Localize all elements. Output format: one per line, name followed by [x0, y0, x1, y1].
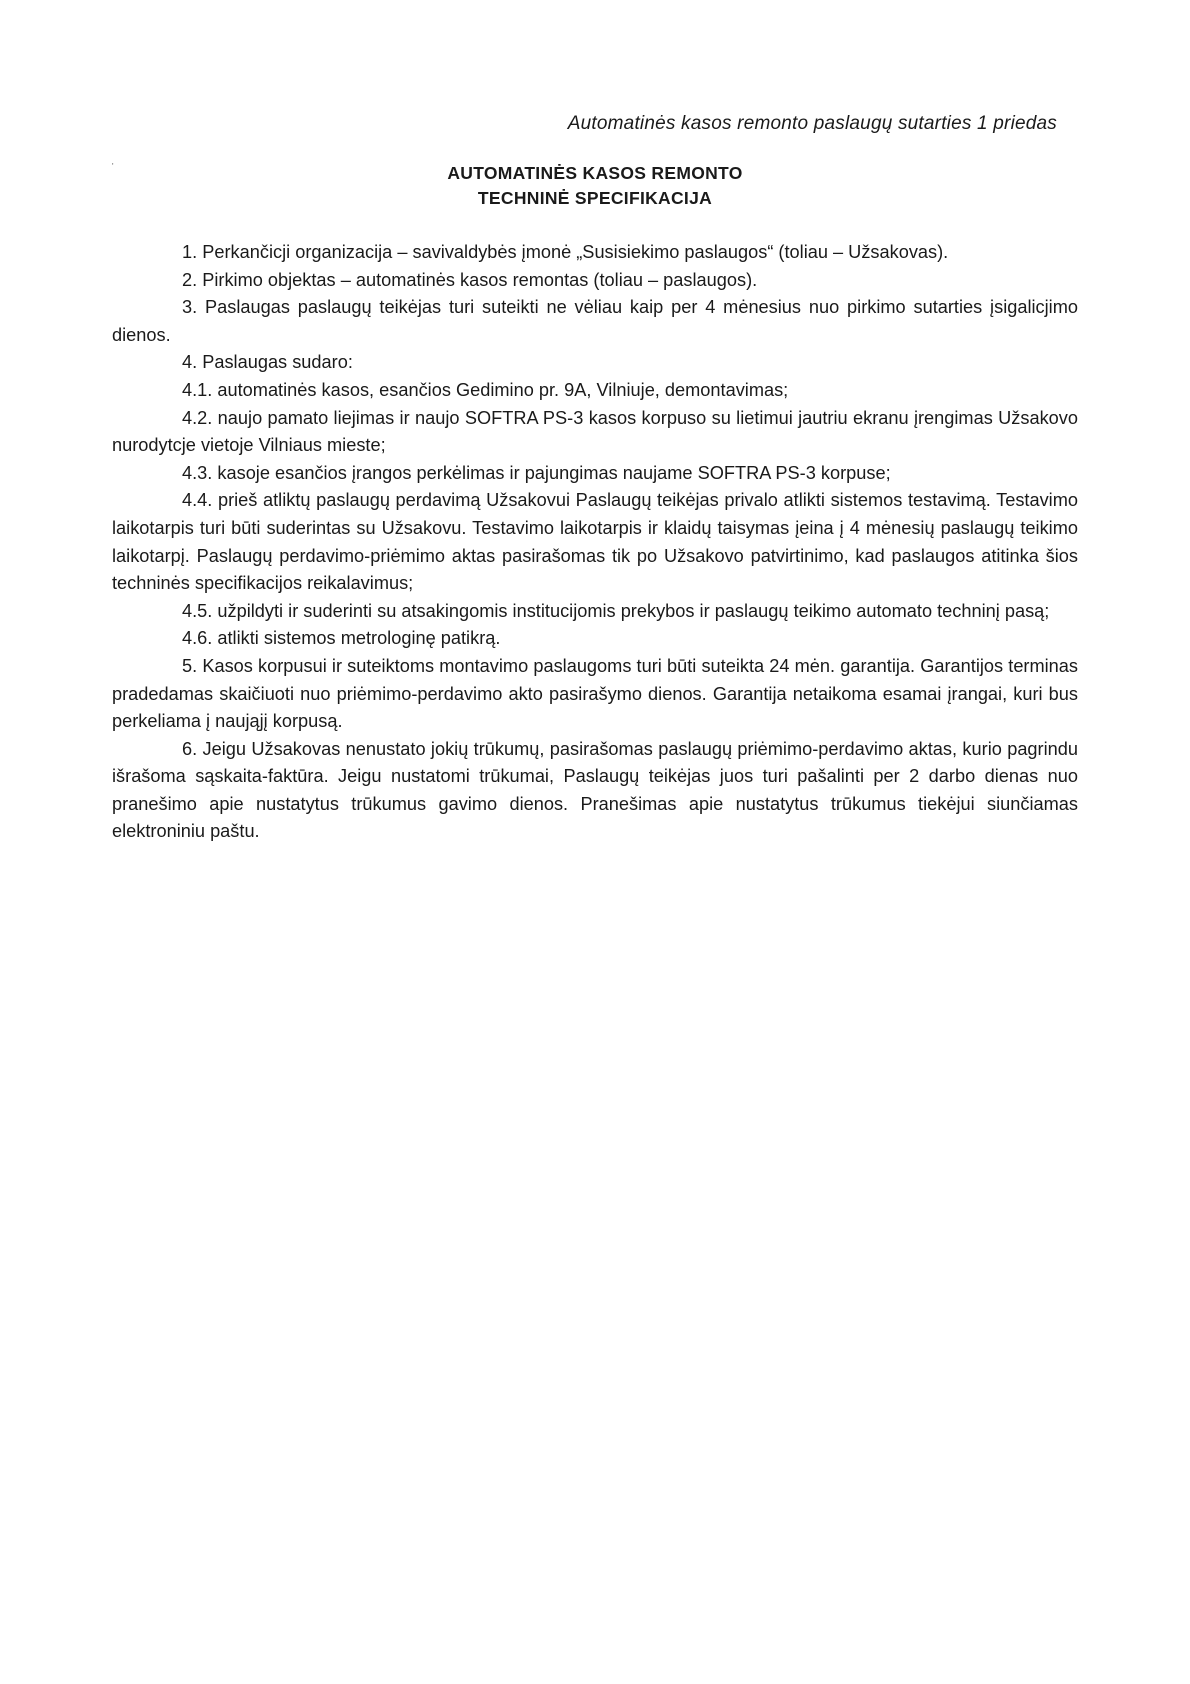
- paragraph-3: 3. Paslaugas paslaugų teikėjas turi suteikti ne vėliau kaip per 4 mėnesius nuo pirkimo sutarties įsigalicjimo dienos.: [112, 297, 1078, 345]
- paragraph-5: 5. Kasos korpusui ir suteiktoms montavimo paslaugoms turi būti suteikta 24 mėn. garantija. Garantijos terminas pradedamas skaičiuoti nuo priėmimo-perdavimo akto pasirašymo dienos. Garantija netaikoma esamai įrangai, kuri bus perkeliama į naująjį korpusą.: [112, 655, 1078, 732]
- specification-body: [112, 239, 1078, 846]
- paragraph-1: 1. Perkančicji organizacija – savivaldybės įmonė „Susisiekimo paslaugos“ (toliau – Užsakovas).: [182, 242, 949, 262]
- paragraph-4-3: 4.3. kasoje esančios įrangos perkėlimas ir pajungimas naujame SOFTRA PS-3 korpuse;: [182, 462, 891, 483]
- paragraph-4: 4. Paslaugas sudaro:: [182, 352, 353, 373]
- document-title-line-2: TECHNINĖ SPECIFIKACIJA: [477, 188, 713, 208]
- annex-reference: Automatinės kasos remonto paslaugų sutarties 1 priedas: [567, 113, 1057, 134]
- paragraph-4-5: 4.5. užpildyti ir suderinti su atsakingomis institucijomis prekybos ir paslaugų teikimo automato techninį pasą;: [182, 600, 1050, 621]
- paragraph-2: 2. Pirkimo objektas – automatinės kasos remontas (toliau – paslaugos).: [182, 269, 758, 290]
- stray-mark: ': [112, 162, 114, 171]
- paragraph-4-1: 4.1. automatinės kasos, esančios Gedimino pr. 9A, Vilniuje, demontavimas;: [182, 379, 789, 400]
- paragraph-4-2: 4.2. naujo pamato liejimas ir naujo SOFTRA PS-3 kasos korpuso su lietimui jautriu ekranu įrengimas Užsakovo nurodytcje vietoje Vilniaus mieste;: [112, 407, 1078, 456]
- paragraph-4-6: 4.6. atlikti sistemos metrologinę patikrą.: [182, 628, 501, 649]
- document-title-line-1: AUTOMATINĖS KASOS REMONTO: [447, 163, 743, 183]
- paragraph-4-4: 4.4. prieš atliktų paslaugų perdavimą Užsakovui Paslaugų teikėjas privalo atlikti sistemos testavimą. Testavimo laikotarpis turi būti suderintas su Užsakovu. Testavimo laikotarpis ir klaidų taisymas įeina į 4 mėnesių paslaugų teikimo laikotarpį. Paslaugų perdavimo-priėmimo aktas pasirašomas tik po Užsakovo patvirtinimo, kad paslaugos atitinka šios techninės specifikacijos reikalavimus;: [112, 490, 1078, 594]
- paragraph-6: 6. Jeigu Užsakovas nenustato jokių trūkumų, pasirašomas paslaugų priėmimo-perdavimo aktas, kurio pagrindu išrašoma sąskaita-faktūra. Jeigu nustatomi trūkumai, Paslaugų teikėjas juos turi pašalinti per 2 darbo dienas nuo pranešimo apie nustatytus trūkumus gavimo dienos. Pranešimas apie nustatytus trūkumus tiekėjui siunčiamas elektroniniu paštu.: [112, 738, 1078, 842]
